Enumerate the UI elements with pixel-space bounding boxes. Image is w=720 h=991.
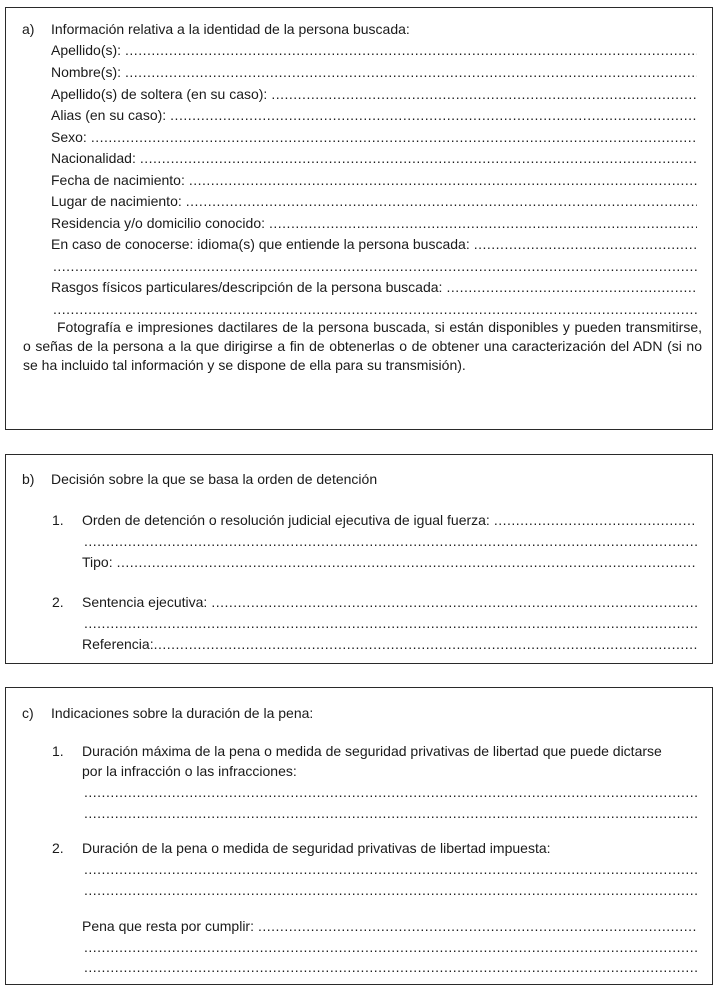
field-imposed-duration-line2[interactable] — [84, 880, 697, 900]
field-remaining-sentence-line2[interactable] — [84, 937, 697, 957]
section-c-item1-label-line2: por la infracción o las infracciones: — [82, 763, 297, 779]
photo-fingerprints-paragraph: Fotografía e impresiones dactilares de la persona buscada, si están disponibles y pueden transmitirse, o señas de la persona a la que dirigirse a fin de obtenerlas o de obtener una caracterización del ADN (si no se ha incluido tal información y se dispone de ella para su transmisión). — [23, 319, 702, 373]
field-maiden-name[interactable] — [51, 84, 697, 104]
field-physical-features-label: Rasgos físicos particulares/descripción de la persona buscada: — [51, 279, 443, 295]
section-c-mark: c) — [22, 705, 34, 721]
field-reference-dots — [154, 634, 697, 654]
field-first-name-label: Nombre(s): — [51, 64, 122, 80]
field-remaining-sentence-line2-dots — [84, 937, 697, 957]
field-enforceable-judgment-label: Sentencia ejecutiva: — [82, 594, 208, 610]
field-imposed-duration-line1[interactable] — [84, 859, 697, 879]
field-type[interactable] — [82, 552, 697, 572]
section-b-mark: b) — [22, 471, 35, 487]
section-c-item1-label-line1: Duración máxima de la pena o medida de seguridad privativas de libertad que puede dictarse — [82, 743, 662, 759]
field-detention-order-continuation[interactable] — [84, 531, 697, 551]
field-physical-features-continuation[interactable] — [53, 299, 697, 319]
section-c-item2-number: 2. — [52, 840, 64, 856]
field-reference[interactable] — [82, 634, 697, 654]
section-c-item2-label: Duración de la pena o medida de seguridad privativas de libertad impuesta: — [82, 840, 551, 856]
field-max-duration-line1[interactable] — [84, 782, 697, 802]
field-nationality-dots — [140, 148, 697, 168]
field-birth-place-label: Lugar de nacimiento: — [51, 193, 182, 209]
field-first-name[interactable] — [51, 62, 697, 82]
field-surname-label: Apellido(s): — [51, 42, 122, 58]
field-birth-place[interactable] — [51, 191, 697, 211]
field-enforceable-judgment-continuation[interactable] — [84, 613, 697, 633]
section-b-item1-number: 1. — [52, 512, 64, 528]
section-c-title: Indicaciones sobre la duración de la pena: — [51, 705, 314, 721]
field-detention-order-label: Orden de detención o resolución judicial ejecutiva de igual fuerza: — [82, 512, 490, 528]
field-remaining-sentence-dots — [258, 916, 697, 936]
field-imposed-duration-line1-dots — [84, 859, 697, 879]
field-residence-label: Residencia y/o domicilio conocido: — [51, 215, 265, 231]
section-a-mark: a) — [22, 21, 35, 37]
section-a-heading — [22, 19, 410, 39]
field-physical-features[interactable] — [51, 277, 697, 297]
field-enforceable-judgment-continuation-dots — [84, 613, 697, 633]
field-languages[interactable] — [51, 234, 697, 254]
field-physical-features-dots — [446, 277, 697, 297]
field-detention-order[interactable] — [82, 510, 697, 530]
field-first-name-dots — [125, 62, 697, 82]
section-a-title: Información relativa a la identidad de la persona buscada: — [51, 21, 410, 37]
field-max-duration-line1-dots — [84, 782, 697, 802]
field-birth-date-label: Fecha de nacimiento: — [51, 172, 185, 188]
field-residence-dots — [269, 213, 697, 233]
field-alias[interactable] — [51, 105, 697, 125]
field-max-duration-line2-dots — [84, 803, 697, 823]
field-type-label: Tipo: — [82, 554, 113, 570]
section-b-box — [5, 454, 713, 664]
field-max-duration-line2[interactable] — [84, 803, 697, 823]
section-c-box — [5, 687, 713, 985]
field-languages-continuation[interactable] — [53, 256, 697, 276]
section-b-item2-number: 2. — [52, 594, 64, 610]
field-maiden-name-label: Apellido(s) de soltera (en su caso): — [51, 86, 268, 102]
section-c-heading — [22, 703, 313, 723]
field-nationality[interactable] — [51, 148, 697, 168]
section-b-title: Decisión sobre la que se basa la orden de detención — [51, 471, 378, 487]
field-reference-label: Referencia: — [82, 636, 154, 652]
field-surname[interactable] — [51, 40, 697, 60]
field-birth-date[interactable] — [51, 170, 697, 190]
field-birth-place-dots — [186, 191, 697, 211]
field-surname-dots — [125, 40, 697, 60]
field-physical-features-continuation-dots — [53, 299, 697, 319]
field-remaining-sentence[interactable] — [82, 916, 697, 936]
field-alias-label: Alias (en su caso): — [51, 107, 167, 123]
field-sex-label: Sexo: — [51, 129, 87, 145]
field-enforceable-judgment[interactable] — [82, 592, 697, 612]
field-alias-dots — [170, 105, 697, 125]
field-maiden-name-dots — [271, 84, 697, 104]
field-residence[interactable] — [51, 213, 697, 233]
field-remaining-sentence-line3-dots — [84, 957, 697, 977]
section-b-heading — [22, 469, 377, 489]
field-languages-continuation-dots — [53, 256, 697, 276]
section-a-box — [5, 7, 713, 430]
field-enforceable-judgment-dots — [211, 592, 697, 612]
field-imposed-duration-line2-dots — [84, 880, 697, 900]
field-remaining-sentence-line3[interactable] — [84, 957, 697, 977]
section-c-item1-number: 1. — [52, 743, 64, 759]
field-type-dots — [117, 552, 697, 572]
field-sex-dots — [91, 127, 697, 147]
field-birth-date-dots — [189, 170, 697, 190]
field-languages-label: En caso de conocerse: idioma(s) que entiende la persona buscada: — [51, 236, 470, 252]
field-detention-order-dots — [494, 510, 697, 530]
field-detention-order-continuation-dots — [84, 531, 697, 551]
field-nationality-label: Nacionalidad: — [51, 150, 136, 166]
field-languages-dots — [474, 234, 697, 254]
field-sex[interactable] — [51, 127, 697, 147]
field-remaining-sentence-label: Pena que resta por cumplir: — [82, 918, 254, 934]
